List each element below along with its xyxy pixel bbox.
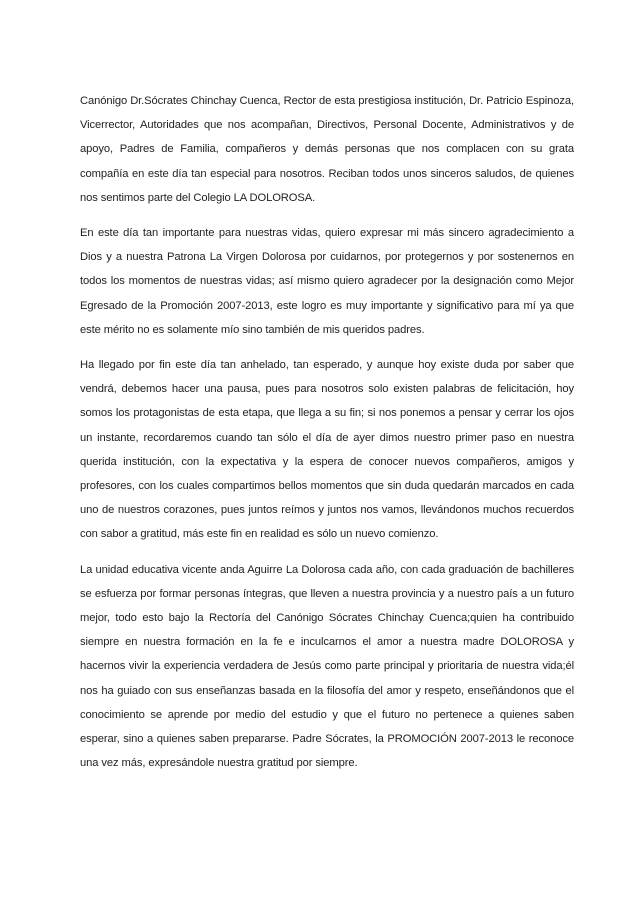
document-body (80, 89, 574, 786)
paragraph-greeting: Canónigo Dr.Sócrates Chinchay Cuenca, Rector de esta prestigiosa institución, Dr. Patricio Espinoza, Vicerrector, Autoridades que nos acompañan, Directivos, Personal Docente, Administrativos y de apoyo, Padres de Familia, compañeros y demás personas que nos complacen con su grata compañía en este día tan especial para nosotros. Reciban todos unos sinceros saludos, de quienes nos sentimos parte del Colegio LA DOLOROSA. (80, 95, 574, 204)
paragraph-institution: La unidad educativa vicente anda Aguirre La Dolorosa cada año, con cada graduación de bachilleres se esfuerza por formar personas íntegras, que lleven a nuestra provincia y a nuestro país a un futuro mejor, todo esto bajo la Rectoría del Canónigo Sócrates Chinchay Cuenca;quien ha contribuido siempre en nuestra formación en la fe e inculcarnos el amor a nuestra madre DOLOROSA y hacernos vivir la experiencia verdadera de Jesús como parte principal y prioritaria de nuestra vida;él nos ha guiado con sus enseñanzas basada en la filosofía del amor y respeto, enseñándonos que el conocimiento se aprende por medio del estudio y que el futuro no pertenece a quienes saben esperar, sino a quienes saben prepararse. Padre Sócrates, la PROMOCIÓN 2007-2013 le reconoce una vez más, expresándole nuestra gratitud por siempre. (80, 563, 574, 770)
paragraph-memories: Ha llegado por fin este día tan anhelado, tan esperado, y aunque hoy existe duda por saber que vendrá, debemos hacer una pausa, pues para nosotros solo existen palabras de felicitación, hoy somos los protagonistas de esta etapa, que llega a su fin; si nos ponemos a pensar y cerrar los ojos un instante, recordaremos cuando tan sólo el día de ayer dimos nuestro primer paso en nuestra querida institución, con la expectativa y la espera de conocer nuevos compañeros, amigos y profesores, con los cuales compartimos bellos momentos que sin duda quedarán marcados en cada uno de nuestros corazones, pues juntos reímos y juntos nos vamos, llevándonos muchos recuerdos con sabor a gratitud, más este fin en realidad es sólo un nuevo comienzo. (80, 359, 574, 541)
paragraph-gratitude: En este día tan importante para nuestras vidas, quiero expresar mi más sincero agradecimiento a Dios y a nuestra Patrona La Virgen Dolorosa por cuidarnos, por protegernos y por sostenernos en todos los momentos de nuestras vidas; así mismo quiero agradecer por la designación como Mejor Egresado de la Promoción 2007-2013, este logro es muy importante y significativo para mí ya que este mérito no es solamente mío sino también de mis queridos padres. (80, 227, 574, 336)
